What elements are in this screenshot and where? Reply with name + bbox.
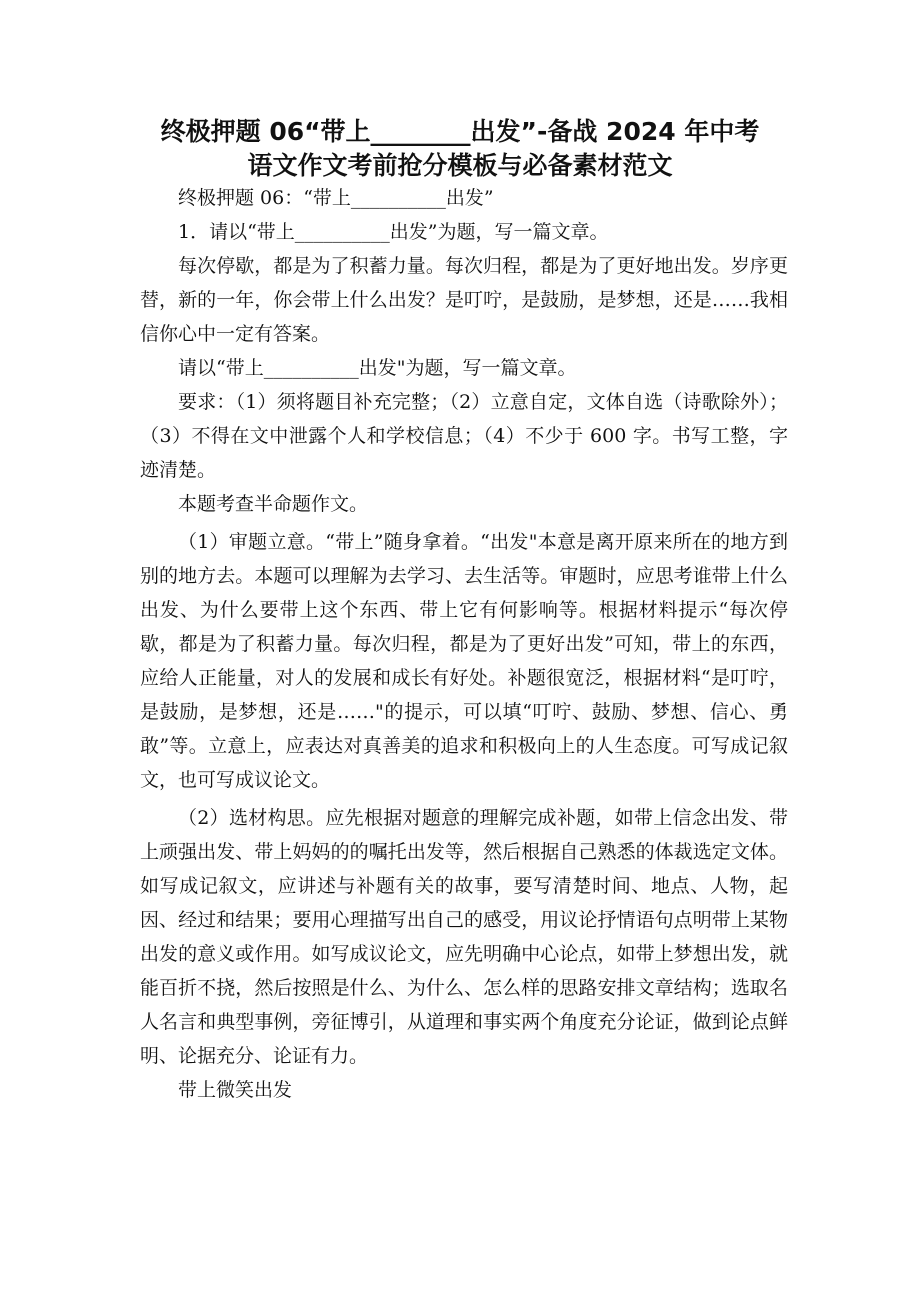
paragraph-requirements: 要求：（1）须将题目补充完整；（2）立意自定，文体自选（诗歌除外）；（3）不得在文中泄露个人和学校信息；（4）不少于 600 字。书写工整，字迹清楚。 [140, 391, 788, 481]
paragraph-heading: 终极押题 06：“带上__________出发” [178, 187, 494, 209]
paragraph-analysis-intro: 本题考查半命题作文。 [178, 493, 369, 515]
paragraph-analysis-1: （1）审题立意。“带上”随身拿着。“出发"本意是离开原来所在的地方到别的地方去。本题可以理解为去学习、去生活等。审题时，应思考谁带上什么出发、为什么要带上这个东西、带上它有何影响等。根据材料提示“每次停歇，都是为了积蓄力量。每次归程，都是为了更好出发”可知，带上的东西，应给人正能量，对人的发展和成长有好处。补题很宽泛，根据材料“是叮咛，是鼓励，是梦想，还是……"的提示，可以填“叮咛、鼓励、梦想、信心、勇敢”等。立意上，应表达对真善美的追求和积极向上的人生态度。可写成记叙文，也可写成议论文。 [140, 531, 788, 791]
document-title-line-1: 终极押题 06“带上________出发”-备战 2024 年中考 [160, 117, 760, 146]
paragraph-material: 每次停歇，都是为了积蓄力量。每次归程，都是为了更好地出发。岁序更替，新的一年，你会带上什么出发？是叮咛，是鼓励，是梦想，还是……我相信你心中一定有答案。 [140, 255, 788, 345]
paragraph-analysis-2: （2）选材构思。应先根据对题意的理解完成补题，如带上信念出发、带上顽强出发、带上妈妈的的嘱托出发等，然后根据自己熟悉的体裁选定文体。如写成记叙文，应讲述与补题有关的故事，要写清楚时间、地点、人物，起因、经过和结果；要用心理描写出自己的感受，用议论抒情语句点明带上某物出发的意义或作用。如写成议论文，应先明确中心论点，如带上梦想出发，就能百折不挠，然后按照是什么、为什么、怎么样的思路安排文章结构；选取名人名言和典型事例，旁征博引，从道理和事实两个角度充分论证，做到论点鲜明、论据充分、论证有力。 [140, 807, 788, 1067]
document-body [140, 181, 788, 1107]
document-title-line-2: 语文作文考前抢分模板与必备素材范文 [247, 151, 673, 180]
paragraph-prompt: 1．请以“带上__________出发”为题，写一篇文章。 [178, 221, 609, 243]
paragraph-task: 请以“带上__________出发"为题，写一篇文章。 [178, 357, 577, 379]
paragraph-essay-title: 带上微笑出发 [178, 1079, 293, 1101]
